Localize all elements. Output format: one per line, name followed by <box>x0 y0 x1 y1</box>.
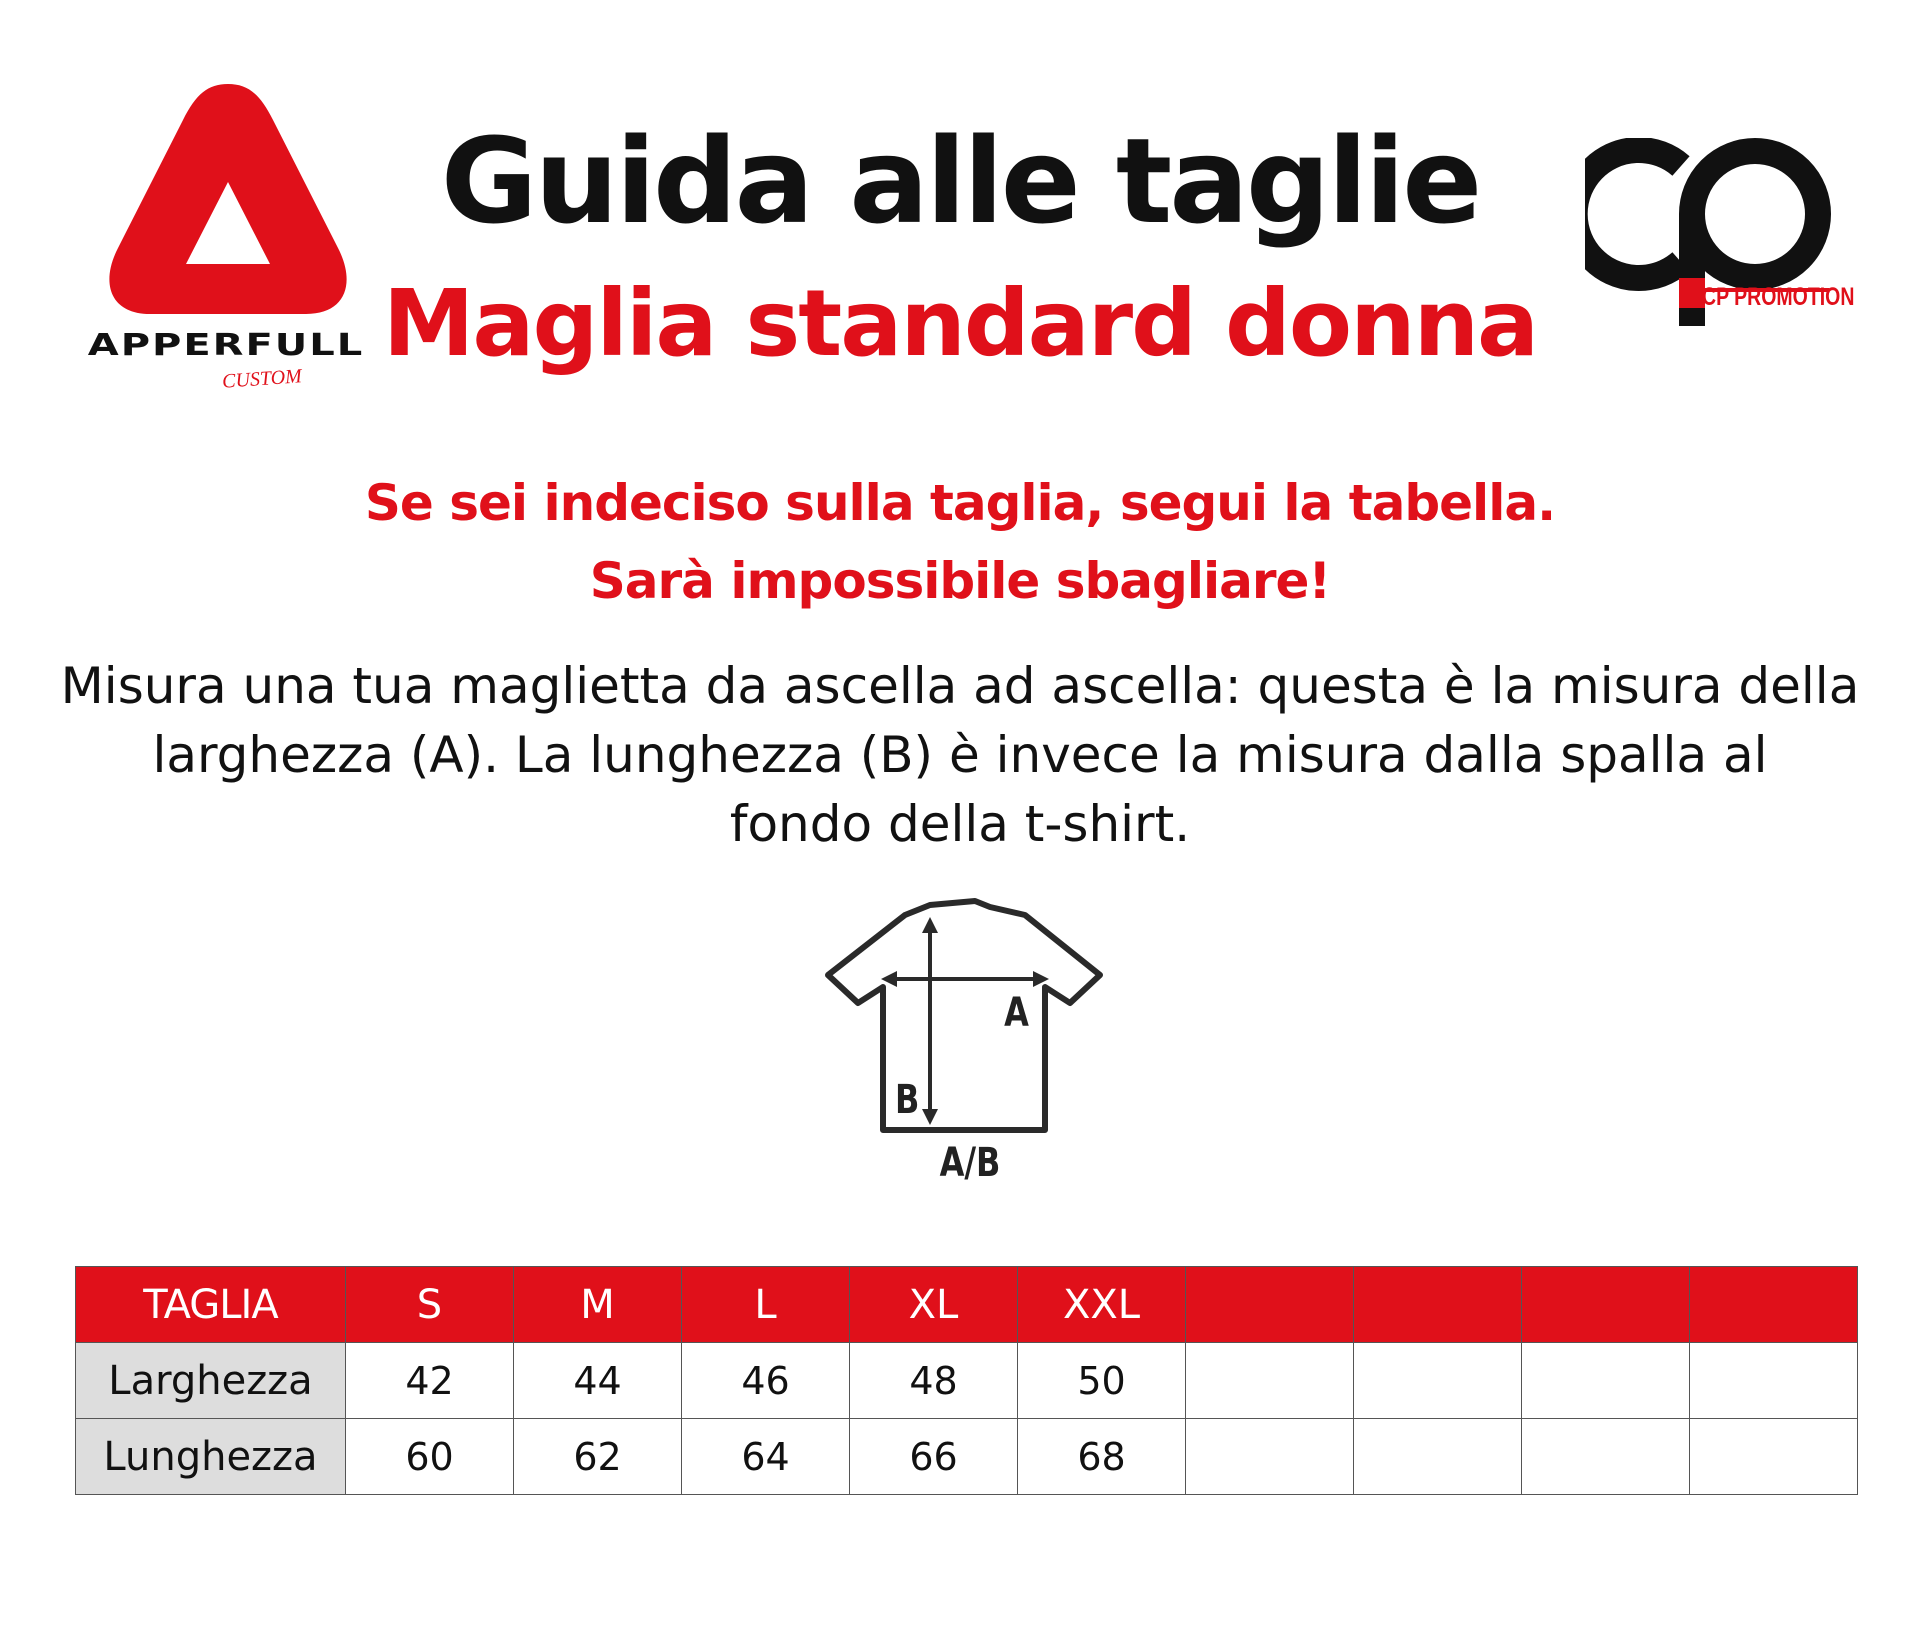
table-cell <box>1354 1419 1522 1495</box>
table-cell: 68 <box>1018 1419 1186 1495</box>
tagline-line-2: Sarà impossibile sbagliare! <box>589 552 1331 610</box>
header-cell-empty <box>1522 1267 1690 1343</box>
diagram-caption: A/B <box>939 1140 1001 1186</box>
table-row-larghezza <box>76 1343 1858 1419</box>
header-cell-size: L <box>682 1267 850 1343</box>
tagline-line-1: Se sei indeciso sulla taglia, segui la tabella. <box>364 474 1556 532</box>
apperfull-wordmark: APPERFULL <box>87 327 365 363</box>
header-cell-empty <box>1186 1267 1354 1343</box>
table-cell: 64 <box>682 1419 850 1495</box>
cp-monogram-icon <box>1585 138 1865 348</box>
diagram-label-a: A <box>1004 990 1029 1036</box>
table-cell <box>1690 1343 1858 1419</box>
instructions-line-3: fondo della t-shirt. <box>729 795 1191 853</box>
header-cell-size: S <box>346 1267 514 1343</box>
header-cell-taglia: TAGLIA <box>76 1267 346 1343</box>
apperfull-custom-script: CUSTOM <box>221 365 303 393</box>
header-cell-size: XL <box>850 1267 1018 1343</box>
table-cell <box>1354 1343 1522 1419</box>
table-cell: 48 <box>850 1343 1018 1419</box>
apperfull-triangle-icon <box>68 78 388 328</box>
header-cell-empty <box>1354 1267 1522 1343</box>
table-cell <box>1186 1419 1354 1495</box>
diagram-label-b: B <box>895 1077 920 1123</box>
table-cell: 50 <box>1018 1343 1186 1419</box>
table-cell: 60 <box>346 1419 514 1495</box>
apperfull-logo <box>68 78 388 398</box>
header-cell-size: XXL <box>1018 1267 1186 1343</box>
header-cell-size: M <box>514 1267 682 1343</box>
table-cell: 62 <box>514 1419 682 1495</box>
table-cell <box>1186 1343 1354 1419</box>
instructions-line-1: Misura una tua maglietta da ascella ad ascella: questa è la misura della <box>60 657 1860 715</box>
page-title: Guida alle taglie <box>440 112 1480 250</box>
row-label-larghezza: Larghezza <box>76 1343 346 1419</box>
instructions-line-2: larghezza (A). La lunghezza (B) è invece la misura dalla spalla al <box>152 726 1768 784</box>
table-cell <box>1690 1419 1858 1495</box>
table-cell: 46 <box>682 1343 850 1419</box>
row-label-lunghezza: Lunghezza <box>76 1419 346 1495</box>
measuring-instructions <box>60 652 1860 859</box>
header-cell-empty <box>1690 1267 1858 1343</box>
table-cell: 66 <box>850 1419 1018 1495</box>
table-cell <box>1522 1343 1690 1419</box>
cp-promotion-label: CP PROMOTION <box>1702 283 1855 311</box>
table-header-row <box>76 1267 1858 1343</box>
table-cell: 44 <box>514 1343 682 1419</box>
cp-promotion-logo <box>1585 138 1865 348</box>
table-cell <box>1522 1419 1690 1495</box>
size-table <box>75 1266 1858 1495</box>
page-subtitle: Maglia standard donna <box>382 270 1538 377</box>
tshirt-measure-diagram <box>815 885 1115 1195</box>
table-cell: 42 <box>346 1343 514 1419</box>
table-row-lunghezza <box>76 1419 1858 1495</box>
